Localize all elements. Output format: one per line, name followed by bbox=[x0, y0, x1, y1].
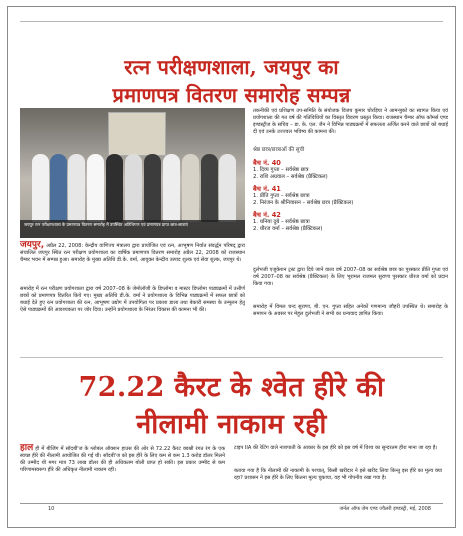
second-headline-line-2: नीलामी नाकाम रही bbox=[136, 409, 327, 440]
article-right-para-1: तकनीकी एवं प्रशिक्षण उप-समिति के संयोजक विजय कुमार चोरड़िया ने आमन्त्रुको का स्वागत किया एवं प्रयोगशाला की गत वर्ष की गतिविधियों का विस्तृत विवरण प्रस्तुत किया। राजस्थान चैम्बर ऑफ कॉमर्स एण्ड इण्डस्ट्रीज के सचिव – डा. के. एल. जैन ने विभिन्न पाठ्यक्रमों में सफलता अर्जित करने वाले छात्रों को बधाई दी एवं उनके उज्ज्वल भविष्य की कामना की। bbox=[253, 108, 448, 135]
second-left-text bbox=[20, 445, 225, 474]
article-left-para-1: अप्रैल 22, 2008: केन्द्रीय वाणिज्य मंत्रालय द्वारा प्रायोजित एवं रत्न, आभूषण निर्यात संवर्द्धन परिषद् द्वारा संचालित जयपुर स्थित रत्न परीक्षण प्रयोगशाला का वार्षिक प्रमाणपत्र वितरण समारोह अप्रैल 22, 2008 को राजस्थान चैम्बर भवन में सम्पन्न हुआ। समारोह के मुख्य अतिथि डी.के. वर्मा, आयुक्त केन्द्रीय उत्पाद शुल्क एवं सेवा शुल्क, जयपुर थे। bbox=[20, 243, 246, 263]
article-right-para-3: समारोह में विमल चन्द सुराणा, बी. एन. गुप्ता सहित अनेकों गणमान्य जौहरी उपस्थित थे। समारोह के समापन के अवसर पर मेहुल दुर्लभजी ने सभी का धन्यवाद ज्ञापित किया। bbox=[253, 304, 448, 317]
batch-41 bbox=[253, 185, 448, 207]
second-left-body: ही में बीजिंग में सॉदबी'ज के ग्लोबल ऑक्शन हाउस की ओर से 72.22 कैरट क्वश्नी रंगत रंग के एक स्वच्छ हीरे की नीलामी आयोजित की गई थी। सॉदबी'ज को इस हीरे के लिए कम से कम 1.3 करोड़ डॉलर मिलने की उम्मीद थी मगर मात्र 73 लाख डॉलर की ही अधिकतम बोली प्राप्त हो सकी। इस प्रकार उम्मीद से कम परिणामस्वरूप हीरे की अधिकृत नीलामी नाकाम रही। bbox=[20, 446, 225, 473]
headline-line-1: रत्न परीक्षणशाला, जयपुर का bbox=[124, 55, 339, 79]
best-students-section bbox=[253, 146, 448, 233]
dateline-lead: जयपुर, bbox=[20, 240, 45, 250]
second-right-para-2: बताया गया है कि नीलामी की नाकामी के पश्चात्, किसी खरीदार ने इसे खरीद लिया किन्तु इस हीरे का मूल्य क्या रहा? प्रशासन ने इस हीरे के लिए कितना मूल्य चुकाया, यह भी गोपनीय रखा गया है। bbox=[234, 468, 442, 481]
batch-40-item-1: 1. दिव्य गुप्ता – सर्वश्रेष्ठ छात्र bbox=[253, 167, 309, 173]
second-lead-word: हाल bbox=[20, 443, 34, 453]
batch-42-label: बैच नं. 42 bbox=[253, 211, 281, 219]
batch-40 bbox=[253, 159, 448, 181]
photo-banner bbox=[108, 112, 166, 156]
batch-42-item-2: 2. धीरज वर्मा – सर्वश्रेष्ठ (प्रैक्टिकल) bbox=[253, 226, 323, 232]
batch-41-item-1: 1. प्रीति गुप्ता – सर्वश्रेष्ठ छात्रा bbox=[253, 193, 310, 199]
batch-41-label: बैच नं. 41 bbox=[253, 185, 281, 193]
footer-divider bbox=[20, 503, 443, 504]
page-number: 10 bbox=[48, 506, 55, 512]
batch-41-item-2: 2. निरंजन के श्रीनिवासन – सर्वश्रेष्ठ छात्र (प्रैक्टिकल) bbox=[253, 200, 354, 206]
article-right-para-2: दुर्लभजी एजुकेशन ट्रस्ट द्वारा दिये जाने वाला वर्ष 2007–08 का सर्वश्रेष्ठ छात्र का पुरस्कार प्रीति गुप्ता एवं वर्ष 2007–08 का सर्वश्रेष्ठ (प्रैक्टिकल) के लिए भूरामल राजमल सुराणा पुरस्कार धीरज वर्मा को प्रदान किया गया। bbox=[253, 267, 448, 287]
second-right-para-1: टाइप IIA की रेटिंग वाले नाशपाती के आकार के इस हीरे को इस वर्ष में विश्व का सुन्दरतम हीरा माना जा रहा है। bbox=[234, 445, 438, 451]
batch-42 bbox=[253, 211, 448, 233]
top-divider bbox=[20, 21, 443, 22]
batch-42-item-1: 1. धनिया दुबे – सर्वश्रेष्ठ छात्रा bbox=[253, 219, 310, 225]
event-photo bbox=[20, 108, 245, 238]
photo-caption: जयपुर रत्न परीक्षणशाला के प्रमाणपत्र वितरण समारोह में उपस्थित अतिथिगण एवं प्रमाणपत्र प्राप्त छात्र-छात्राएं bbox=[20, 220, 245, 238]
magazine-page bbox=[7, 6, 456, 528]
article-left-para-2: समारोह में रत्न परीक्षण प्रयोगशाला द्वारा वर्ष 2007–08 के जेमोलॉजी के डिप्लोमा व मास्टर डिप्लोमा पाठ्यक्रमों में उत्तीर्ण छात्रों को प्रमाणपत्र वितरित किये गए। मुख्य अतिथि डी.के. वर्मा ने प्रयोगशाला के विभिन्न पाठ्यक्रमों में सफल छात्रों को बधाई देते हुए रत्न प्रयोगशाला की रत्न, आभूषण उद्योग में उपयोगिता पर प्रकाश डाला तथा बेकारी समस्या के उन्मूलन हेतु ऐसे पाठ्यक्रमों की आवश्यकता पर जोर दिया। उन्होंने प्रयोगशाला के निरंतर विकास की कामना भी की। bbox=[20, 286, 245, 313]
section-divider bbox=[20, 357, 443, 358]
headline-line-2: प्रमाणपत्र वितरण समारोह सम्पन्न bbox=[112, 83, 351, 107]
batch-40-item-2: 2. राशि अग्रवाल – सर्वश्रेष्ठ (प्रैक्टिकल) bbox=[253, 174, 328, 180]
article-left-text bbox=[20, 242, 245, 264]
second-headline-line-1: 72.22 कैरट के श्वेत हीरे की bbox=[78, 372, 385, 403]
batch-40-label: बैच नं. 40 bbox=[253, 159, 281, 167]
best-students-title: श्रेष्ठ छात्र/छात्राओं की सूची bbox=[253, 147, 305, 153]
magazine-footer: जर्नल ऑफ जेम एण्ड ज्वैलरी इण्डस्ट्री, मई, 2008 bbox=[339, 506, 431, 512]
